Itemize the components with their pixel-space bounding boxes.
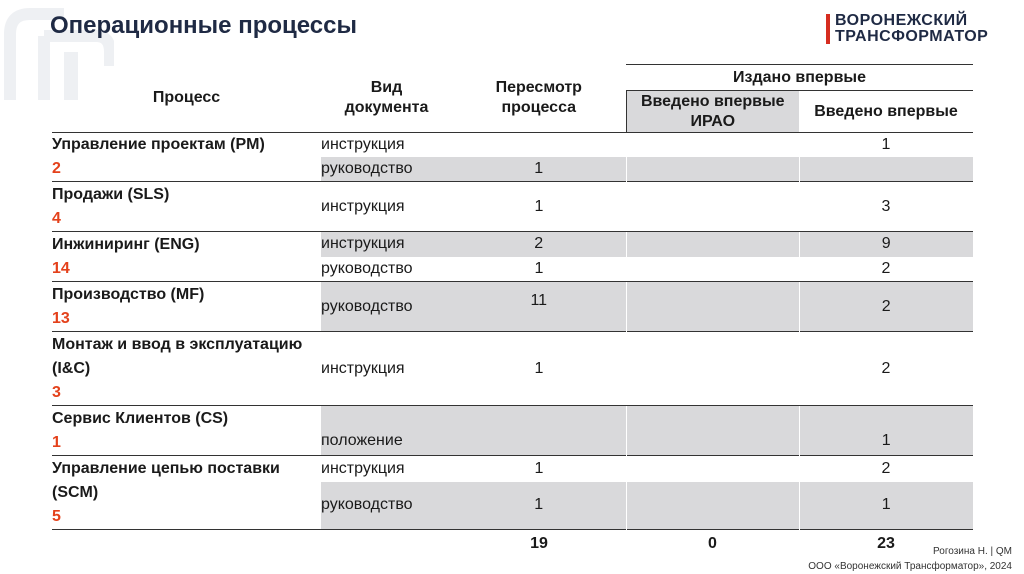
- first-value: 3: [799, 182, 973, 232]
- first-value: 1: [799, 482, 973, 530]
- revision-value: 1: [452, 332, 626, 406]
- process-cell-mf: [52, 282, 321, 332]
- process-cell-ic: [52, 332, 321, 406]
- table-row: [52, 456, 973, 482]
- revision-value: 1: [452, 182, 626, 232]
- first-value: 2: [881, 259, 891, 277]
- revision-value: [452, 406, 626, 456]
- header-revision-text: Пересмотр процесса: [495, 79, 582, 117]
- process-cell-pm: [52, 133, 321, 182]
- first-value: 2: [799, 282, 973, 332]
- process-cell-eng: [52, 232, 321, 282]
- header-issued-group: Издано впервые: [626, 65, 973, 91]
- irao-value: [626, 456, 799, 482]
- page-title: Операционные процессы: [50, 12, 357, 39]
- irao-value: [626, 133, 799, 158]
- logo-line-2: ТРАНСФОРМАТОР: [835, 28, 989, 45]
- process-name: Управление цепью поставки (SCM): [52, 459, 280, 501]
- total-revision: 19: [530, 534, 548, 552]
- doc-type: инструкция: [321, 456, 452, 482]
- footer-company: ООО «Воронежский Трансформатор», 2024: [808, 561, 1012, 572]
- revision-value: 1: [452, 482, 626, 530]
- header-process: Процесс: [152, 89, 221, 107]
- irao-value: [626, 282, 799, 332]
- company-logo: [826, 12, 1016, 46]
- process-name: Монтаж и ввод в эксплуатацию (I&C): [52, 335, 303, 377]
- total-irao: 0: [708, 534, 717, 552]
- first-value: 1: [799, 406, 973, 456]
- process-count: 14: [52, 259, 70, 277]
- process-name: Инжиниринг (ENG): [52, 235, 200, 253]
- process-count: 5: [52, 507, 61, 525]
- header-issued-first: Введено впервые: [814, 102, 958, 120]
- processes-table: [52, 64, 973, 558]
- first-value: 2: [799, 332, 973, 406]
- process-count: 1: [52, 433, 61, 451]
- process-cell-scm: [52, 456, 321, 530]
- header-revision: [452, 65, 626, 133]
- first-value: 2: [799, 456, 973, 482]
- process-count: 3: [52, 383, 61, 401]
- process-name: Управление проектам (PM): [52, 136, 265, 153]
- table-row: [52, 282, 973, 332]
- logo-accent-bar: [826, 14, 830, 44]
- process-cell-cs: [52, 406, 321, 456]
- header-issued-irao: [626, 91, 799, 133]
- header-doc-type-text: Вид документа: [344, 79, 429, 117]
- irao-value: [626, 157, 799, 182]
- doc-type: инструкция: [321, 182, 452, 232]
- total-first: 23: [877, 534, 895, 552]
- irao-value: [626, 232, 799, 257]
- doc-type: руководство: [321, 157, 452, 182]
- doc-type: руководство: [321, 282, 452, 332]
- first-value: 9: [799, 232, 973, 257]
- doc-type: положение: [321, 406, 452, 456]
- revision-value: 1: [452, 157, 626, 182]
- process-count: 4: [52, 209, 61, 227]
- irao-value: [626, 257, 799, 282]
- doc-type: инструкция: [321, 332, 452, 406]
- table-row: [52, 232, 973, 257]
- irao-value: [626, 482, 799, 530]
- doc-type: инструкция: [321, 232, 452, 257]
- footer-author: Рогозина Н. | QM: [933, 546, 1012, 557]
- irao-value: [626, 406, 799, 456]
- revision-value: 11: [452, 282, 626, 332]
- process-name: Сервис Клиентов (CS): [52, 409, 229, 427]
- revision-value: 1: [534, 259, 544, 277]
- header-doc-type: [321, 65, 452, 133]
- revision-value: [452, 133, 626, 158]
- table-row: [52, 406, 973, 456]
- irao-value: [626, 332, 799, 406]
- process-name: Производство (MF): [52, 285, 205, 303]
- logo-line-1: ВОРОНЕЖСКИЙ: [835, 12, 968, 29]
- first-value: [799, 157, 973, 182]
- doc-type: инструкция: [321, 133, 452, 158]
- revision-value: 1: [452, 456, 626, 482]
- doc-type: руководство: [321, 482, 452, 530]
- process-cell-sls: [52, 182, 321, 232]
- irao-value: [626, 182, 799, 232]
- process-count: 2: [52, 160, 61, 177]
- doc-type: руководство: [321, 259, 413, 277]
- process-count: 13: [52, 309, 70, 327]
- header-issued-irao-text: Введено впервые ИРАО: [640, 92, 785, 130]
- first-value: 1: [799, 133, 973, 158]
- table-row: [52, 332, 973, 406]
- revision-value: 2: [452, 232, 626, 257]
- table-row: [52, 133, 973, 158]
- table-row: [52, 182, 973, 232]
- process-name: Продажи (SLS): [52, 185, 170, 203]
- totals-row: [52, 530, 973, 558]
